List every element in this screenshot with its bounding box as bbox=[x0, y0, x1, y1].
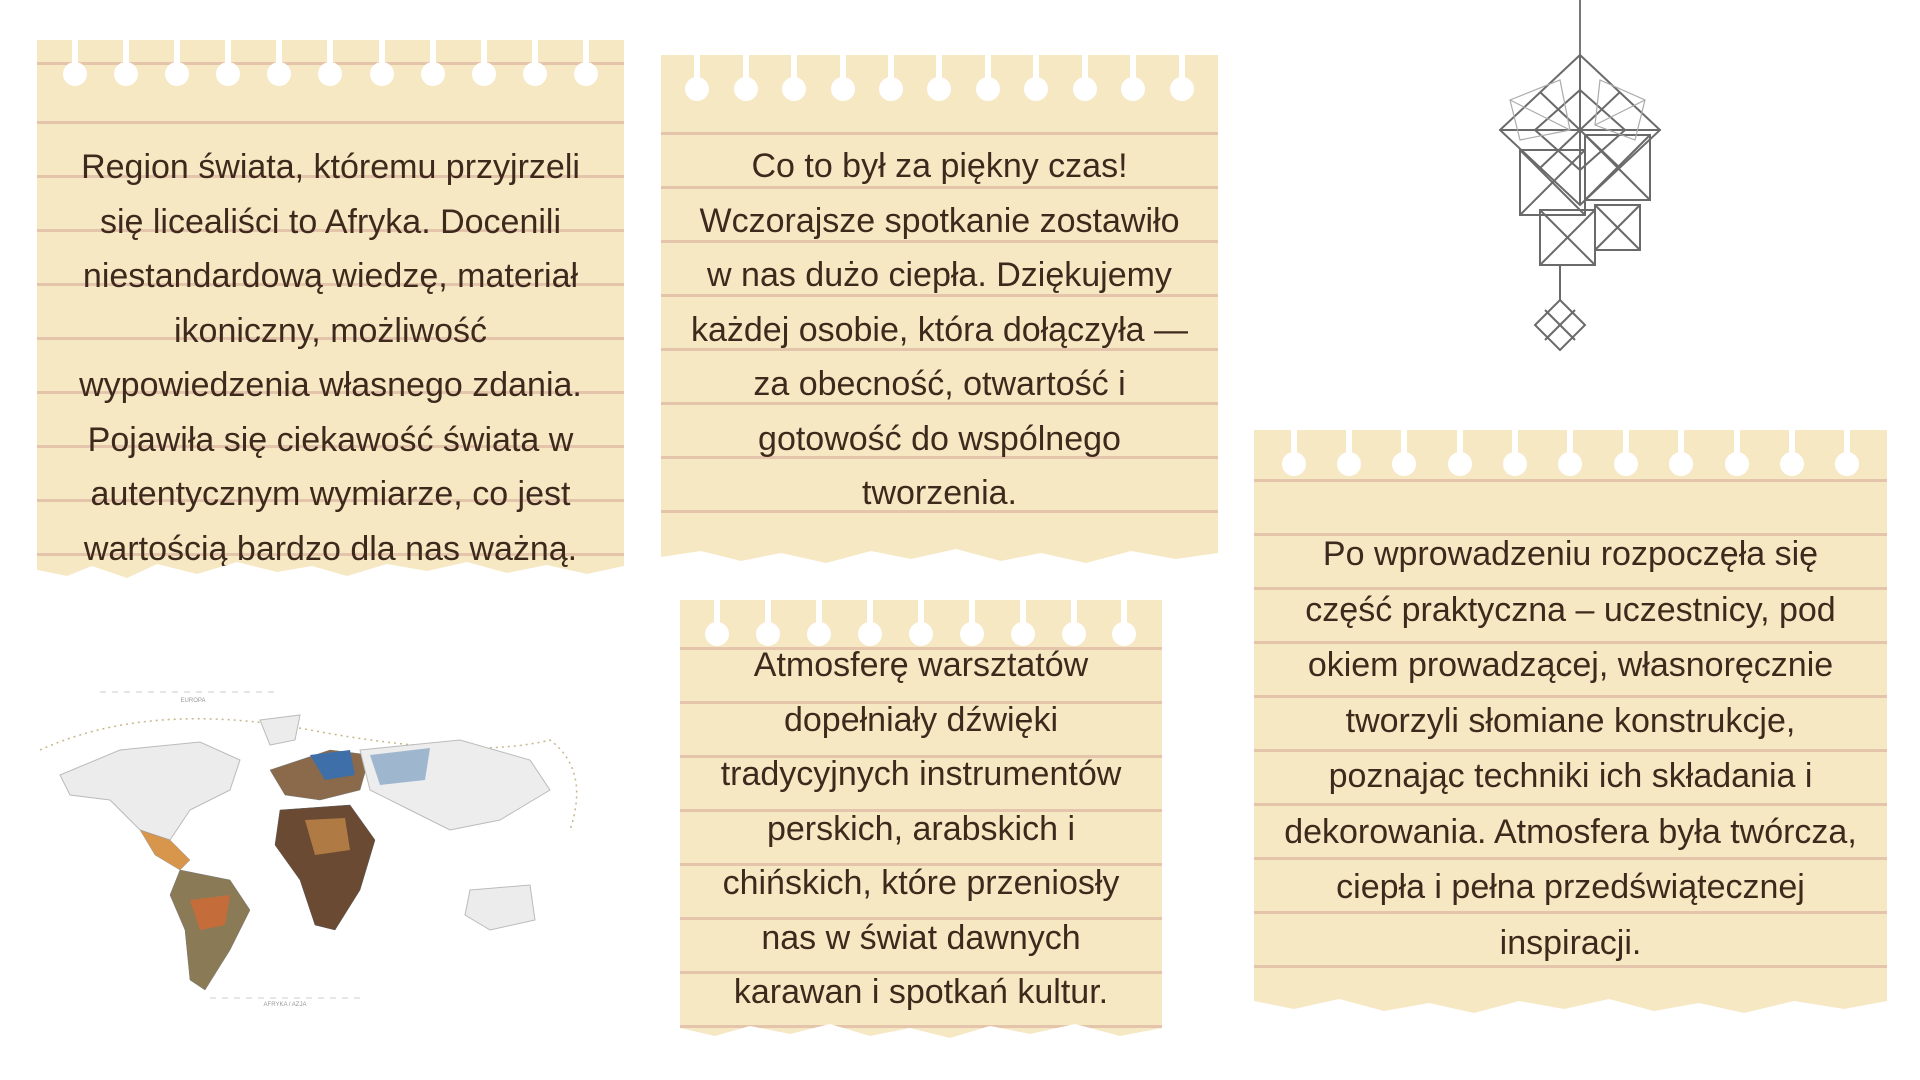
world-map-image bbox=[30, 680, 580, 1010]
note-text: Region świata, któremu przyjrzeli się licealiści to Afryka. Docenili niestandardową wiedzę, materiał ikoniczny, możliwość wypowiedzenia własnego zdania. Pojawiła się ciekawość świata w autentycznym wymiarze, co jest wartością bardzo dla nas ważną. bbox=[79, 148, 582, 568]
straw-ornament-image bbox=[1410, 0, 1730, 370]
binder-holes bbox=[1254, 430, 1887, 476]
binder-holes bbox=[661, 55, 1218, 101]
binder-holes bbox=[37, 40, 624, 86]
note-text: Po wprowadzeniu rozpoczęła się część praktyczna – uczestnicy, pod okiem prowadzącej, własnoręcznie tworzyli słomiane konstrukcje, poznając techniki ich składania i dekorowania. Atmosfera była twórcza, ciepła i pełna przedświątecznej inspiracji. bbox=[1284, 535, 1857, 962]
note-text: Co to był za piękny czas! Wczorajsze spotkanie zostawiło w nas dużo ciepła. Dziękujemy każdej osobie, która dołączyła — za obecność, otwartość i gotowość do wspólnego tworzenia. bbox=[690, 147, 1189, 512]
map-top-caption: EUROPA bbox=[180, 698, 206, 704]
note-text: Atmosferę warsztatów dopełniały dźwięki tradycyjnych instrumentów perskich, arabskich i chińskich, które przeniosły nas w świat dawnych karawan i spotkań kultur. bbox=[720, 646, 1122, 1011]
note-music bbox=[680, 600, 1162, 1045]
map-bottom-caption: AFRYKA / AZJA bbox=[263, 1002, 307, 1008]
note-africa bbox=[37, 40, 624, 585]
note-thanks bbox=[661, 55, 1218, 570]
note-practice bbox=[1254, 430, 1887, 1020]
